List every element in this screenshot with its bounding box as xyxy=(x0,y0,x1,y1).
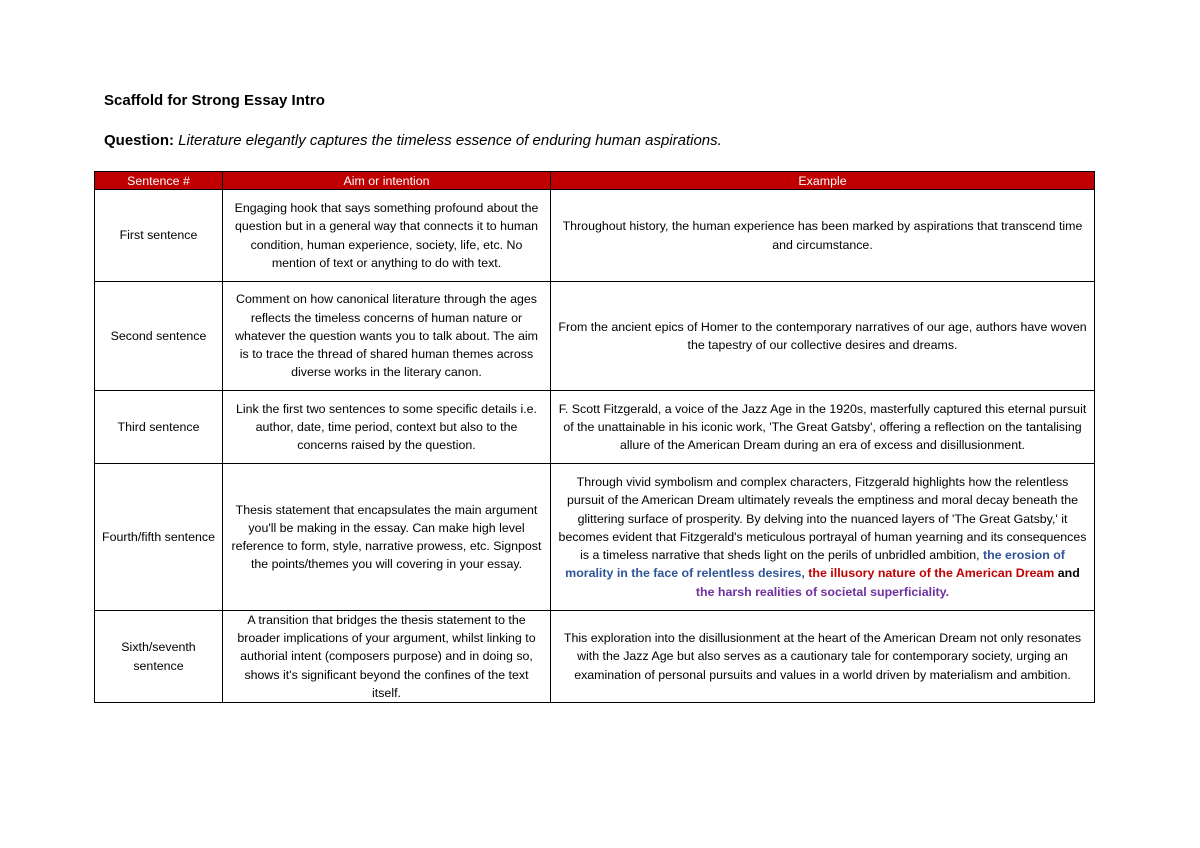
table-row xyxy=(95,611,1095,703)
example-intro-text: Through vivid symbolism and complex characters, Fitzgerald highlights how the relentless pursuit of the American Dream ultimately reveals the emptiness and moral decay beneath the glittering surface of prosperity. By delving into the nuanced layers of 'The Great Gatsby,' it becomes evident that Fitzgerald's meticulous portrayal of human yearning and its consequences is a timeless narrative that sheds light on the perils of unbridled ambition, xyxy=(558,475,1087,563)
aim-cell: Engaging hook that says something profound about the question but in a general way that connects it to human condition, human experience, society, life, etc. No mention of text or anything to do with text. xyxy=(223,190,551,282)
theme-american-dream: the illusory nature of the American Dream xyxy=(808,566,1055,581)
question-line xyxy=(104,132,722,149)
sentence-cell: Fourth/fifth sentence xyxy=(95,464,223,611)
header-aim: Aim or intention xyxy=(223,172,551,190)
question-text: Literature elegantly captures the timeless essence of enduring human aspirations. xyxy=(178,132,722,149)
table-row xyxy=(95,391,1095,464)
sentence-cell: Second sentence xyxy=(95,282,223,391)
table-header-row xyxy=(95,172,1095,190)
table-row xyxy=(95,282,1095,391)
theme-superficiality: the harsh realities of societal superficiality xyxy=(695,584,946,599)
sentence-cell: First sentence xyxy=(95,190,223,282)
table-row xyxy=(95,464,1095,611)
aim-cell: Thesis statement that encapsulates the main argument you'll be making in the essay. Can make high level reference to form, style, narrative prowess, etc. Signpost the points/themes you will covering in your essay. xyxy=(223,464,551,611)
theme-conjunction: and xyxy=(1057,566,1080,581)
example-cell: Throughout history, the human experience has been marked by aspirations that transcend time and circumstance. xyxy=(551,190,1095,282)
example-cell: F. Scott Fitzgerald, a voice of the Jazz Age in the 1920s, masterfully captured this eternal pursuit of the unattainable in his iconic work, 'The Great Gatsby', offering a reflection on the tantalising allure of the American Dream during an era of excess and disillusionment. xyxy=(551,391,1095,464)
example-cell xyxy=(551,464,1095,611)
scaffold-table xyxy=(94,171,1095,703)
theme-separator: , xyxy=(801,566,805,581)
question-label: Question: xyxy=(104,132,174,149)
table-row xyxy=(95,190,1095,282)
example-cell: From the ancient epics of Homer to the contemporary narratives of our age, authors have woven the tapestry of our collective desires and dreams. xyxy=(551,282,1095,391)
aim-cell: A transition that bridges the thesis statement to the broader implications of your argument, whilst linking to authorial intent (composers purpose) and in doing so, shows it's significant beyond the confines of the text itself. xyxy=(223,611,551,703)
header-example: Example xyxy=(551,172,1095,190)
aim-cell: Comment on how canonical literature through the ages reflects the timeless concerns of human nature or whatever the question wants you to talk about. The aim is to trace the thread of shared human themes across diverse works in the literary canon. xyxy=(223,282,551,391)
theme-morality: the erosion of morality in the face of relentless desires xyxy=(565,548,1065,581)
document-title: Scaffold for Strong Essay Intro xyxy=(104,92,325,109)
header-sentence: Sentence # xyxy=(95,172,223,190)
example-cell: This exploration into the disillusionment at the heart of the American Dream not only resonates with the Jazz Age but also serves as a cautionary tale for contemporary society, urging an examination of personal pursuits and values in a world driven by materialism and ambition. xyxy=(551,611,1095,703)
aim-cell: Link the first two sentences to some specific details i.e. author, date, time period, context but also to the concerns raised by the question. xyxy=(223,391,551,464)
sentence-cell: Third sentence xyxy=(95,391,223,464)
theme-end-period: . xyxy=(945,584,950,599)
sentence-cell: Sixth/seventh sentence xyxy=(95,611,223,703)
